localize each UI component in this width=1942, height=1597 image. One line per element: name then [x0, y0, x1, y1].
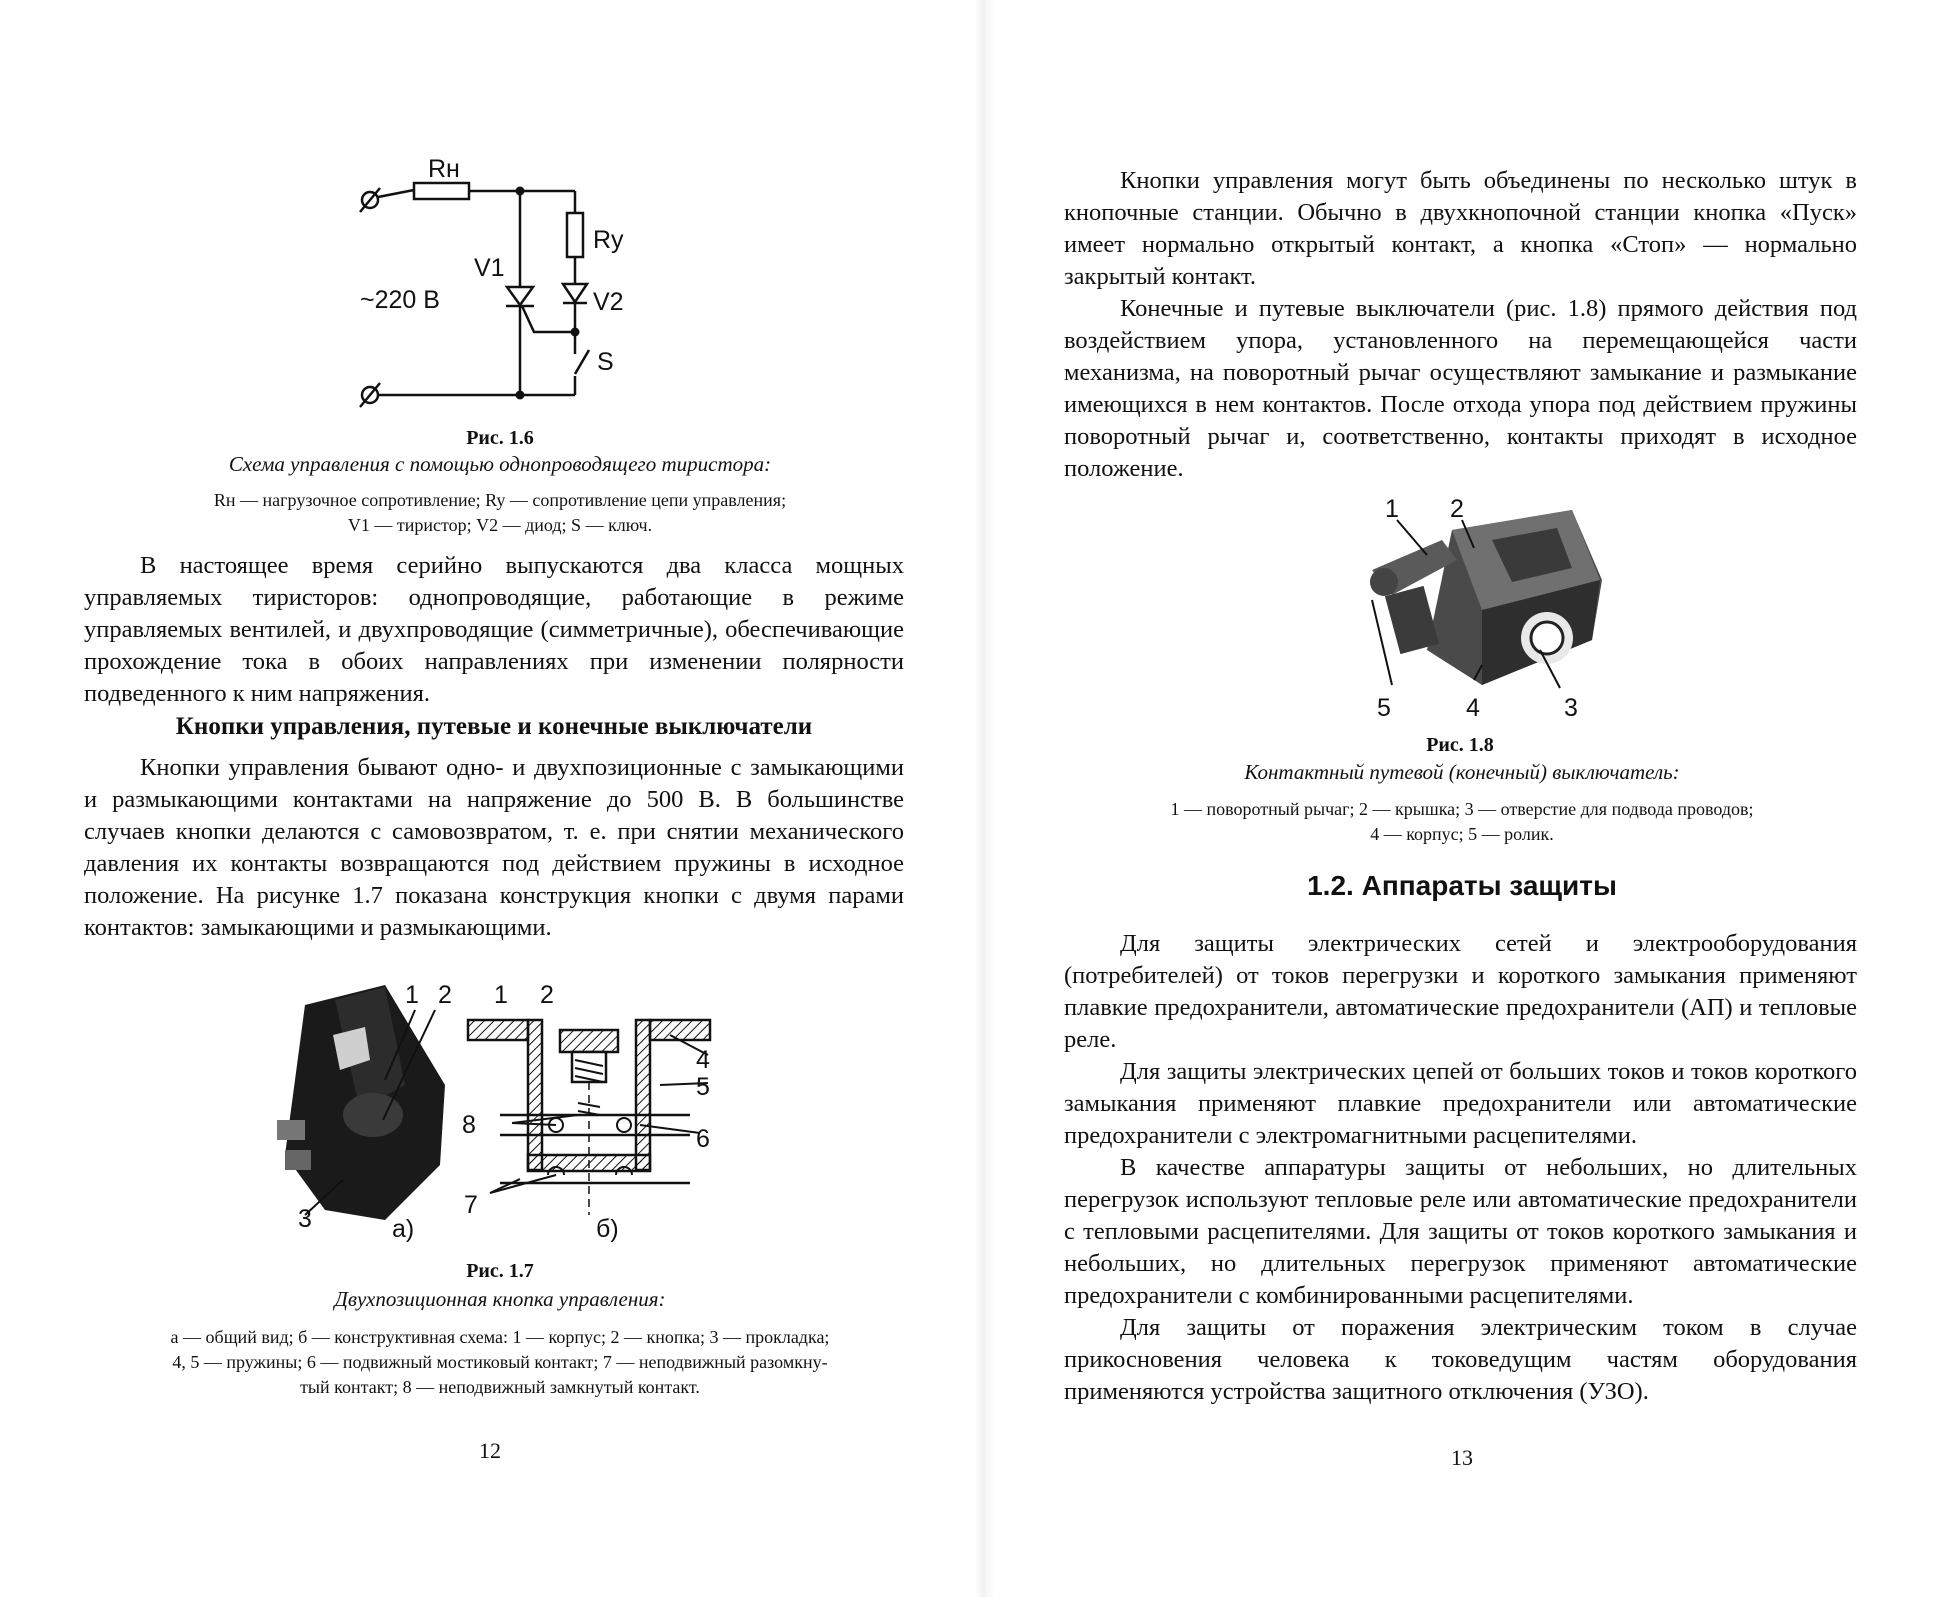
right-paragraph-6: Для защиты от поражения электрическим током в случае прикосновения человека к токоведущим частям оборудования применяются устройства защитного отключения (УЗО). [1064, 1314, 1857, 1405]
figure-1-6-circuit [350, 150, 650, 420]
fig17b-label-1: 1 [494, 981, 508, 1009]
fig18-label-3: 3 [1564, 694, 1578, 722]
fig17-label-1: 1 [405, 981, 419, 1009]
label-s: S [597, 348, 614, 376]
left-paragraph-1: В настоящее время серийно выпускаются два класса мощных управляемых тиристоров: однопроводящие, работающие в режиме управляемых вентилей, и двухпроводящие (симметричные), обеспечивающие прохождение тока в обоих направлениях при изменении полярности подведенного к ним напряжения. [84, 552, 904, 707]
fig17b-label-5: 5 [696, 1073, 710, 1101]
right-paragraph-4: Для защиты электрических цепей от больших токов и токов короткого замыкания применяют плавкие предохранители или автоматические предохранители с электромагнитными расцепителями. [1064, 1058, 1857, 1149]
label-ry: Ry [593, 226, 624, 254]
fig-1-7-legend-3: тый контакт; 8 — неподвижный замкнутый контакт. [300, 1377, 700, 1397]
fig-1-7-legend-1: а — общий вид; б — конструктивная схема: 1 — корпус; 2 — кнопка; 3 — прокладка; [170, 1327, 830, 1347]
fig-1-6-legend-1: Rн — нагрузочное сопротивление; Ry — сопротивление цепи управления; [213, 490, 787, 510]
fig17b-label-7: 7 [464, 1191, 478, 1219]
fig-1-7-legend-2: 4, 5 — пружины; 6 — подвижный мостиковый контакт; 7 — неподвижный разомкну- [172, 1352, 828, 1372]
fig-1-6-title: Рис. 1.6 [466, 427, 534, 449]
label-voltage: ~220 В [360, 286, 440, 314]
fig-1-6-legend-2: V1 — тиристор; V2 — диод; S — ключ. [347, 515, 653, 535]
fig18-label-5: 5 [1377, 694, 1391, 722]
label-v1: V1 [474, 254, 505, 282]
fig18-label-1: 1 [1385, 495, 1399, 523]
fig18-label-2: 2 [1450, 495, 1464, 523]
right-paragraph-2: Конечные и путевые выключатели (рис. 1.8) прямого действия под воздействием упора, установленного на перемещающейся части механизма, на поворотный рычаг осуществляют замыкание и размыкание имеющихся в нем контактов. После отхода упора под действием пружины поворотный рычаг и, соответственно, контакты приходят в исходное положение. [1064, 295, 1857, 482]
figure-1-7b-schematic [460, 975, 730, 1245]
fig-1-7-subtitle: Двухпозиционная кнопка управления: [334, 1287, 666, 1311]
fig17b-label-2: 2 [540, 981, 554, 1009]
section-heading: Кнопки управления, путевые и конечные выключатели [175, 713, 813, 740]
left-paragraph-2: Кнопки управления бывают одно- и двухпозиционные с замыкающими и размыкающими контактами на напряжение до 500 В. В большинстве случаев кнопки делаются с самовозвратом, т. е. при снятии механического давления их контакты возвращаются под действием пружины в исходное положение. На рисунке 1.7 показана конструкция кнопки с двумя парами контактов: замыкающими и размыкающими. [84, 754, 904, 941]
section-1-2-title: 1.2. Аппараты защиты [1307, 870, 1617, 901]
fig17b-label-6: 6 [696, 1125, 710, 1153]
fig18-label-4: 4 [1466, 694, 1480, 722]
label-rn: Rн [428, 155, 460, 183]
fig-1-8-title: Рис. 1.8 [1426, 734, 1494, 756]
right-paragraph-5: В качестве аппаратуры защиты от небольших, но длительных перегрузок используют тепловые реле или автоматические предохранители с тепловыми расцепителями. Для защиты от токов короткого замыкания и небольших, но длительных перегрузок применяют автоматические предохранители с комбинированными расцепителями. [1064, 1154, 1857, 1309]
fig-1-8-legend-1: 1 — поворотный рычаг; 2 — крышка; 3 — отверстие для подвода проводов; [1170, 799, 1754, 819]
fig17-label-2: 2 [438, 981, 452, 1009]
page-number-right: 13 [1451, 1445, 1473, 1470]
fig17-label-3: 3 [298, 1205, 312, 1233]
fig-1-6-subtitle: Схема управления с помощью однопроводящего тиристора: [228, 452, 772, 476]
right-paragraph-3: Для защиты электрических сетей и электрооборудования (потребителей) от токов перегрузки и короткого замыкания применяют плавкие предохранители, автоматические предохранители (АП) и тепловые реле. [1064, 930, 1857, 1053]
right-page [982, 0, 1942, 1597]
fig17b-label-8: 8 [462, 1111, 476, 1139]
fig17-label-a: а) [392, 1215, 415, 1243]
figure-1-8-labels [1332, 490, 1622, 730]
right-paragraph-1: Кнопки управления могут быть объединены по несколько штук в кнопочные станции. Обычно в двухкнопочной станции кнопка «Пуск» имеет нормально открытый контакт, а кнопка «Стоп» — нормально закрытый контакт. [1064, 167, 1857, 290]
label-v2: V2 [593, 288, 624, 316]
page-number-left: 12 [479, 1438, 501, 1463]
fig-1-8-legend-2: 4 — корпус; 5 — ролик. [1370, 824, 1554, 844]
figure-1-7a-labels [290, 975, 470, 1245]
fig17-label-b: б) [596, 1215, 619, 1243]
fig17b-label-4: 4 [696, 1046, 710, 1074]
fig-1-7-title: Рис. 1.7 [466, 1260, 534, 1282]
fig-1-8-subtitle: Контактный путевой (конечный) выключатель: [1244, 760, 1680, 784]
